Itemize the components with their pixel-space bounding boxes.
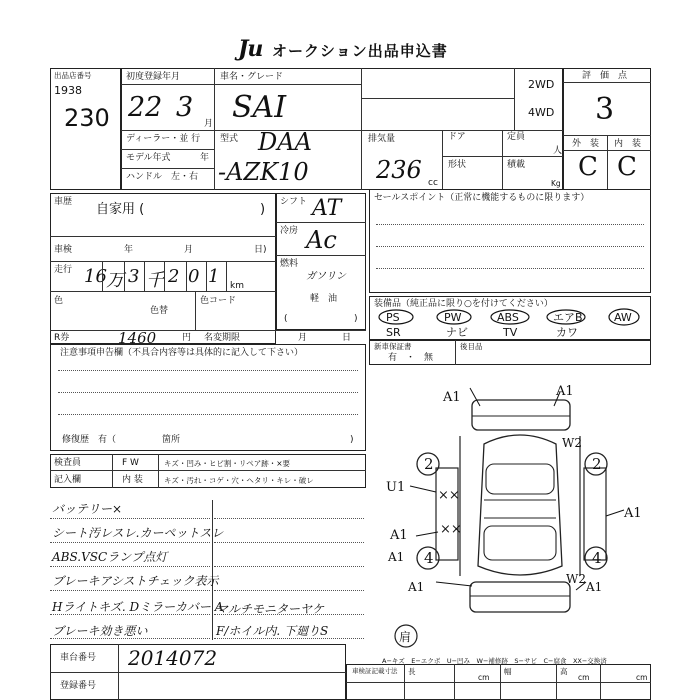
recycle-ticket-value: 1460 bbox=[118, 329, 157, 347]
mileage-digit: 3 bbox=[128, 266, 140, 287]
repair-label: 修復歴 有（ bbox=[62, 435, 117, 445]
ac-label: 冷房 bbox=[280, 226, 299, 236]
mileage-label: 走行 bbox=[54, 265, 73, 275]
model-year-label: モデル年式 bbox=[126, 153, 171, 163]
fuel-diesel: 軽 油 bbox=[310, 294, 338, 304]
car-name: SAI bbox=[232, 90, 287, 125]
fuel-label: 燃料 bbox=[280, 259, 299, 269]
yen-unit: 円 bbox=[182, 333, 192, 343]
size-label: 車検証記載寸法 bbox=[352, 667, 398, 675]
chassis-number: 2014072 bbox=[128, 646, 218, 670]
back-label: 後目品 bbox=[460, 342, 483, 351]
mark-w2-front: W2 bbox=[562, 436, 582, 450]
mileage-digit: 0 bbox=[188, 266, 200, 287]
stamp-text: 肩 bbox=[399, 630, 412, 644]
displacement-label: 排気量 bbox=[368, 134, 396, 144]
inspector-label: 検査員 bbox=[54, 458, 82, 468]
fw-items: キズ・凹み・ヒビ割・リペア跡・×要 bbox=[164, 459, 290, 468]
cm-unit-2: cm bbox=[578, 673, 590, 682]
notes-label: 注意事項申告欄（不具合内容等は具体的に記入して下さい） bbox=[60, 348, 304, 358]
fuel-gasoline: ガソリン bbox=[306, 271, 346, 282]
note-3: ABS.VSCランプ点灯 bbox=[52, 550, 168, 564]
shift-label: シフト bbox=[280, 197, 308, 207]
mileage-unit-man: 万 bbox=[106, 270, 124, 291]
warranty-options: 有 ・ 無 bbox=[388, 353, 434, 363]
month-unit: 月 bbox=[204, 119, 214, 129]
type-model: -AZK10 bbox=[218, 158, 309, 186]
interior-label: 内 装 bbox=[614, 139, 642, 149]
form-title: オークション出品申込書 bbox=[272, 42, 448, 60]
inspect-year: 年 bbox=[124, 245, 134, 255]
fw-label: F W bbox=[122, 458, 139, 468]
store-code: 1938 bbox=[54, 84, 82, 97]
mark-a1-left: A1 bbox=[390, 528, 408, 543]
exterior-label: 外 装 bbox=[572, 139, 600, 149]
cm-unit-1: cm bbox=[478, 673, 490, 682]
reg-number-label: 登録番号 bbox=[60, 681, 97, 691]
paren-close: ) bbox=[354, 314, 358, 324]
entry-label: 記入欄 bbox=[54, 475, 82, 485]
inspect-day: 日) bbox=[254, 245, 267, 255]
history-value: 自家用 ( bbox=[96, 202, 145, 217]
disp-unit: cc bbox=[428, 178, 438, 188]
first-reg-month: 3 bbox=[176, 92, 194, 123]
color-change-label: 色替 bbox=[150, 306, 169, 316]
repair-close: ) bbox=[350, 435, 354, 445]
type-label: 型式 bbox=[220, 134, 239, 144]
car-name-label: 車名・グレード bbox=[220, 72, 284, 82]
equip-airbag: エアB bbox=[553, 311, 583, 324]
damage-legend: A−キズ E−エクボ U−凹み W−補修跡 S−サビ C−腐食 XX−交換済 bbox=[382, 657, 607, 665]
chassis-label: 車台番号 bbox=[60, 653, 97, 663]
first-reg-label: 初度登録年月 bbox=[126, 72, 181, 82]
door-label: ドア bbox=[448, 132, 466, 142]
dealer-label: ディーラー・並 行 bbox=[126, 134, 201, 144]
mileage-unit-sen: 千 bbox=[146, 270, 164, 291]
tire-label-fr: 2 bbox=[592, 455, 602, 473]
note-2: シート汚レスレ.カーペットスレ bbox=[52, 526, 224, 540]
model-year-unit: 年 bbox=[200, 153, 210, 163]
grade-label: 評 価 点 bbox=[582, 71, 628, 81]
type-prefix: DAA bbox=[258, 128, 312, 156]
mileage-unit: km bbox=[230, 281, 244, 291]
mark-a1-front-right: A1 bbox=[556, 384, 574, 399]
color-label: 色 bbox=[54, 296, 64, 306]
color-code-label: 色コード bbox=[200, 296, 237, 306]
name-change-label: 名変期限 bbox=[204, 333, 241, 343]
history-label: 車歴 bbox=[54, 197, 73, 207]
ju-logo: Ju bbox=[238, 36, 263, 62]
equip-leather: カワ bbox=[556, 326, 578, 339]
equip-pw: PW bbox=[444, 311, 462, 324]
ac-value: Ac bbox=[306, 226, 337, 254]
shift-value: AT bbox=[312, 196, 342, 221]
handle-label: ハンドル 左・右 bbox=[126, 172, 199, 182]
equip-abs: ABS bbox=[497, 311, 519, 324]
name-change-day: 日 bbox=[342, 333, 352, 343]
cm-unit-3: cm bbox=[636, 673, 648, 682]
mileage-digit: 2 bbox=[168, 266, 180, 287]
grade-score: 3 bbox=[595, 92, 615, 127]
equip-aw: AW bbox=[614, 311, 632, 324]
mark-xx-2: ×× bbox=[440, 522, 462, 537]
size-length-label: 長 bbox=[408, 667, 416, 676]
equip-navi: ナビ bbox=[446, 326, 468, 339]
tire-label-fl: 2 bbox=[424, 455, 434, 473]
mark-a1-rear-right: A1 bbox=[586, 580, 603, 594]
right-note-1: マルチモニターヤケ bbox=[216, 602, 325, 616]
shape-label: 形状 bbox=[448, 160, 467, 170]
mileage-cells bbox=[84, 262, 234, 290]
right-note-2: F/ホイル内. 下廻りS bbox=[216, 624, 329, 638]
warranty-label: 新車保証書 bbox=[374, 342, 412, 351]
interior-items: キズ・汚れ・コゲ・穴・ヘタリ・キレ・破レ bbox=[164, 476, 314, 485]
size-width-label: 幅 bbox=[504, 667, 512, 676]
mark-a1-front-left: A1 bbox=[443, 390, 461, 405]
recycle-ticket-label: R券 bbox=[54, 333, 70, 343]
lot-number: 230 bbox=[64, 104, 110, 132]
tire-label-rl: 4 bbox=[424, 549, 434, 567]
drive-4wd: 4WD bbox=[528, 106, 555, 119]
mark-w2-rear: W2 bbox=[566, 572, 586, 586]
exterior-grade: C bbox=[578, 152, 598, 182]
size-height-label: 高 bbox=[560, 667, 568, 676]
mark-u1-left: U1 bbox=[386, 480, 406, 495]
drive-2wd: 2WD bbox=[528, 78, 555, 91]
load-unit: Kg bbox=[551, 179, 561, 188]
paren-open: ( bbox=[284, 314, 288, 324]
inspect-month: 月 bbox=[184, 245, 194, 255]
note-5: Hライトキズ. Dミラーカバー A bbox=[52, 600, 224, 614]
mark-xx-1: ×× bbox=[438, 488, 460, 503]
equipment-label: 装備品（純正品に限り○を付けてください） bbox=[374, 299, 553, 309]
seats-unit: 人 bbox=[553, 146, 563, 156]
mark-a1-right: A1 bbox=[624, 506, 642, 521]
displacement: 236 bbox=[376, 156, 422, 184]
first-reg-year: 22 bbox=[128, 92, 163, 123]
equip-tv: TV bbox=[503, 326, 518, 339]
seats-label: 定員 bbox=[507, 132, 526, 142]
mileage-digit: 16 bbox=[84, 266, 107, 287]
sales-point-label: セールスポイント（正常に機能するものに限ります） bbox=[374, 193, 590, 203]
repair-place-label: 箇所 bbox=[162, 435, 181, 445]
load-label: 積載 bbox=[507, 160, 526, 170]
store-code-label: 出品店番号 bbox=[54, 71, 92, 80]
mark-a1-rear-left: A1 bbox=[408, 580, 425, 594]
inspect-label: 車検 bbox=[54, 245, 73, 255]
tire-label-rr: 4 bbox=[592, 549, 602, 567]
history-close: ) bbox=[260, 202, 266, 217]
note-4: ブレーキアシストチェック表示 bbox=[52, 574, 219, 588]
sales-point-box bbox=[369, 189, 651, 293]
note-6: ブレーキ効き悪い bbox=[52, 624, 148, 638]
equip-sr: SR bbox=[386, 326, 401, 339]
equip-ps: PS bbox=[386, 311, 400, 324]
name-change-month: 月 bbox=[298, 333, 308, 343]
note-1: バッテリー× bbox=[52, 502, 123, 516]
interior-insp-label: 内 装 bbox=[122, 475, 143, 485]
interior-grade: C bbox=[617, 152, 637, 182]
mark-a1-left-lower: A1 bbox=[388, 550, 405, 564]
mileage-digit: 1 bbox=[208, 266, 220, 287]
